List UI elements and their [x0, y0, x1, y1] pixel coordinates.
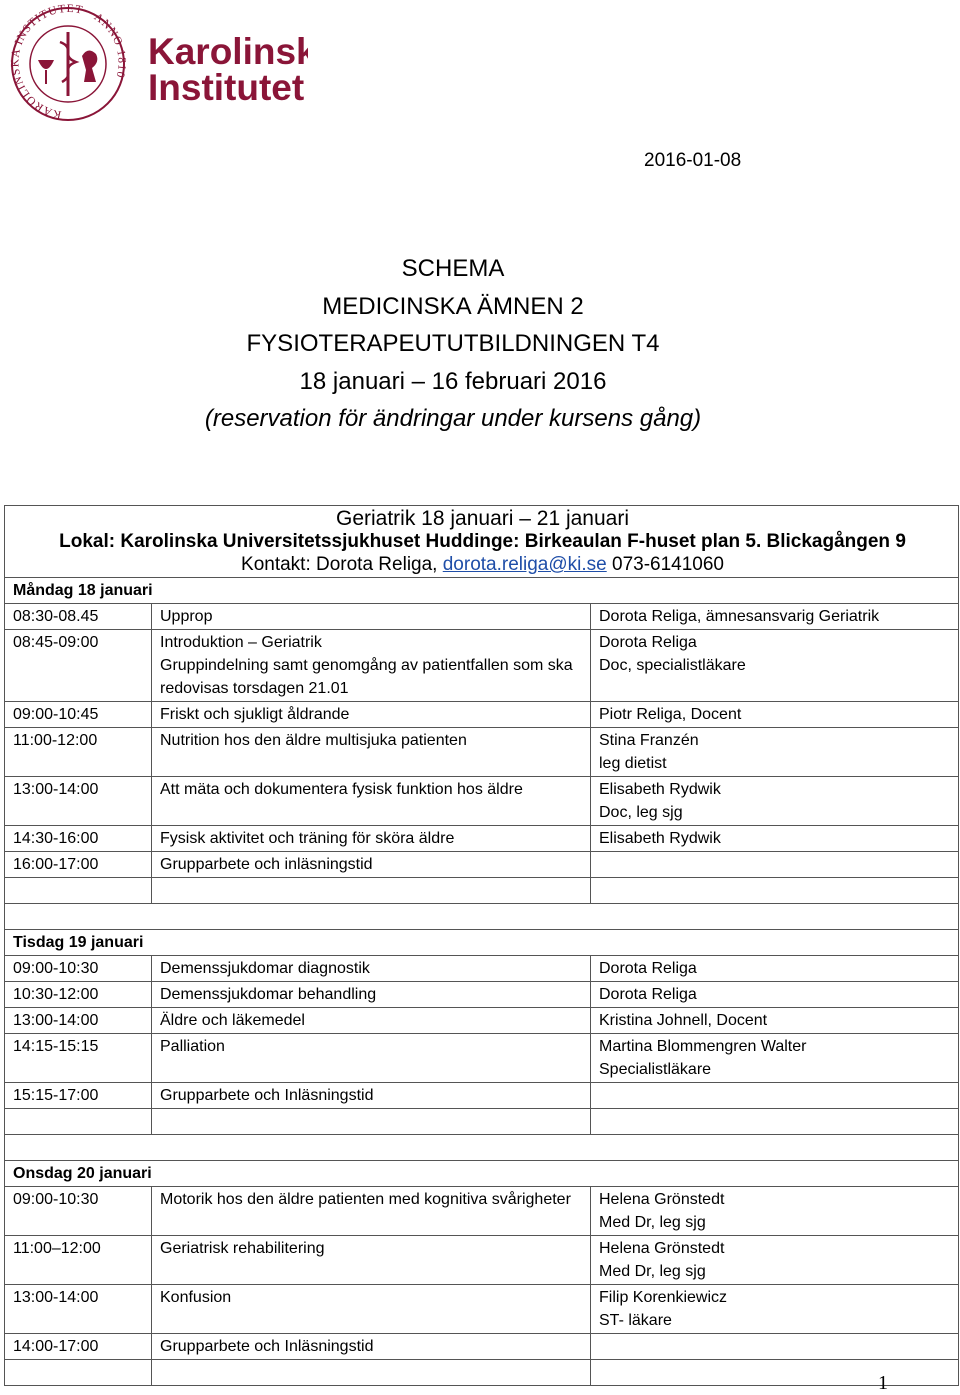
section-title: Geriatrik 18 januari – 21 januari — [336, 507, 629, 530]
table-row — [5, 982, 959, 1008]
day-label: Måndag 18 januari — [5, 578, 959, 604]
teacher-cell: Dorota Religa Doc, specialistläkare — [591, 630, 959, 702]
blank-row — [5, 1360, 959, 1386]
teacher-cell — [591, 852, 959, 878]
title-line: SCHEMA — [401, 255, 505, 282]
blank-cell — [152, 1360, 591, 1386]
time-cell: 14:00-17:00 — [5, 1334, 152, 1360]
ki-logo — [8, 4, 308, 126]
blank-cell — [152, 1109, 591, 1135]
activity-cell: Upprop — [152, 604, 591, 630]
activity-cell: Nutrition hos den äldre multisjuka patienten — [152, 728, 591, 777]
teacher-cell: Dorota Religa — [591, 956, 959, 982]
contact-text — [13, 553, 952, 576]
activity-cell: Fysisk aktivitet och träning för sköra äldre — [152, 826, 591, 852]
activity-cell: Demenssjukdomar behandling — [152, 982, 591, 1008]
teacher-cell: Martina Blommengren Walter Specialistläkare — [591, 1034, 959, 1083]
activity-cell: Palliation — [152, 1034, 591, 1083]
activity-cell: Grupparbete och inläsningstid — [152, 852, 591, 878]
day-row — [5, 930, 959, 956]
table-row — [5, 826, 959, 852]
activity-cell: Grupparbete och Inläsningstid — [152, 1083, 591, 1109]
blank-cell — [5, 878, 152, 904]
time-cell: 09:00-10:30 — [5, 956, 152, 982]
time-cell: 13:00-14:00 — [5, 1285, 152, 1334]
time-cell: 14:30-16:00 — [5, 826, 152, 852]
table-row — [5, 1285, 959, 1334]
blank-row — [5, 1109, 959, 1135]
table-row — [5, 630, 959, 702]
title-line: MEDICINSKA ÄMNEN 2 — [322, 292, 584, 320]
day-label: Tisdag 19 januari — [5, 930, 959, 956]
schedule-table — [4, 505, 959, 1386]
table-row — [5, 728, 959, 777]
schedule-header — [5, 506, 959, 578]
title-line: (reservation för ändringar under kursens gång) — [204, 405, 702, 432]
table-row — [5, 604, 959, 630]
time-cell: 09:00-10:45 — [5, 702, 152, 728]
table-row — [5, 1236, 959, 1285]
teacher-cell — [591, 1334, 959, 1360]
table-row — [5, 777, 959, 826]
day-row — [5, 578, 959, 604]
day-label: Onsdag 20 januari — [5, 1161, 959, 1187]
teacher-cell: Dorota Religa, ämnesansvarig Geriatrik — [591, 604, 959, 630]
svg-text:Institutet: Institutet — [148, 67, 305, 108]
blank-cell — [591, 878, 959, 904]
activity-cell: Motorik hos den äldre patienten med kognitiva svårigheter — [152, 1187, 591, 1236]
blank-cell — [591, 1360, 959, 1386]
spacer-row — [5, 1135, 959, 1161]
svg-text:KAROLINSKA INSTITUTET · ANNO 1: KAROLINSKA INSTITUTET · ANNO 1810 — [9, 4, 128, 121]
blank-cell — [152, 878, 591, 904]
activity-cell: Konfusion — [152, 1285, 591, 1334]
time-cell: 13:00-14:00 — [5, 1008, 152, 1034]
teacher-cell: Filip Korenkiewicz ST- läkare — [591, 1285, 959, 1334]
blank-cell — [591, 1109, 959, 1135]
table-row — [5, 852, 959, 878]
title-block — [0, 250, 906, 438]
table-row — [5, 1334, 959, 1360]
time-cell: 15:15-17:00 — [5, 1083, 152, 1109]
document-date: 2016-01-08 — [644, 150, 742, 171]
location-text: Lokal: Karolinska Universitetssjukhuset Huddinge: Birkeaulan F-huset plan 5. Blickagången 9 — [59, 531, 906, 552]
time-cell: 09:00-10:30 — [5, 1187, 152, 1236]
teacher-cell: Dorota Religa — [591, 982, 959, 1008]
activity-cell: Introduktion – Geriatrik Gruppindelning samt genomgång av patientfallen som ska redovisas torsdagen 21.01 — [152, 630, 591, 702]
spacer-row — [5, 904, 959, 930]
contact-prefix: Kontakt: Dorota Religa, — [241, 554, 443, 575]
title-line: FYSIOTERAPEUTUTBILDNINGEN T4 — [246, 330, 660, 357]
table-row — [5, 1034, 959, 1083]
activity-cell: Geriatrisk rehabilitering — [152, 1236, 591, 1285]
table-row — [5, 702, 959, 728]
teacher-cell: Elisabeth Rydwik Doc, leg sjg — [591, 777, 959, 826]
blank-row — [5, 878, 959, 904]
teacher-cell: Piotr Religa, Docent — [591, 702, 959, 728]
page-number: 1 — [878, 1372, 888, 1394]
activity-cell: Äldre och läkemedel — [152, 1008, 591, 1034]
time-cell: 16:00-17:00 — [5, 852, 152, 878]
teacher-cell: Helena Grönstedt Med Dr, leg sjg — [591, 1187, 959, 1236]
activity-cell: Friskt och sjukligt åldrande — [152, 702, 591, 728]
blank-cell — [5, 1109, 152, 1135]
ki-seal-icon — [8, 4, 308, 126]
table-row — [5, 1083, 959, 1109]
spacer-cell — [5, 1135, 959, 1161]
spacer-cell — [5, 904, 959, 930]
day-row — [5, 1161, 959, 1187]
activity-cell: Demenssjukdomar diagnostik — [152, 956, 591, 982]
table-row — [5, 1187, 959, 1236]
time-cell: 11:00-12:00 — [5, 728, 152, 777]
teacher-cell: Elisabeth Rydwik — [591, 826, 959, 852]
activity-cell: Grupparbete och Inläsningstid — [152, 1334, 591, 1360]
table-row — [5, 956, 959, 982]
table-row — [5, 1008, 959, 1034]
title-line: 18 januari – 16 februari 2016 — [299, 367, 607, 395]
svg-text:Karolinska: Karolinsk — [148, 31, 308, 72]
contact-email-link[interactable]: dorota.religa@ki.se — [442, 554, 607, 575]
contact-phone: 073-6141060 — [606, 554, 724, 575]
activity-cell: Att mäta och dokumentera fysisk funktion hos äldre — [152, 777, 591, 826]
time-cell: 08:30-08.45 — [5, 604, 152, 630]
teacher-cell: Helena Grönstedt Med Dr, leg sjg — [591, 1236, 959, 1285]
time-cell: 13:00-14:00 — [5, 777, 152, 826]
time-cell: 10:30-12:00 — [5, 982, 152, 1008]
teacher-cell: Kristina Johnell, Docent — [591, 1008, 959, 1034]
time-cell: 11:00–12:00 — [5, 1236, 152, 1285]
teacher-cell: Stina Franzén leg dietist — [591, 728, 959, 777]
time-cell: 08:45-09:00 — [5, 630, 152, 702]
teacher-cell — [591, 1083, 959, 1109]
blank-cell — [5, 1360, 152, 1386]
time-cell: 14:15-15:15 — [5, 1034, 152, 1083]
